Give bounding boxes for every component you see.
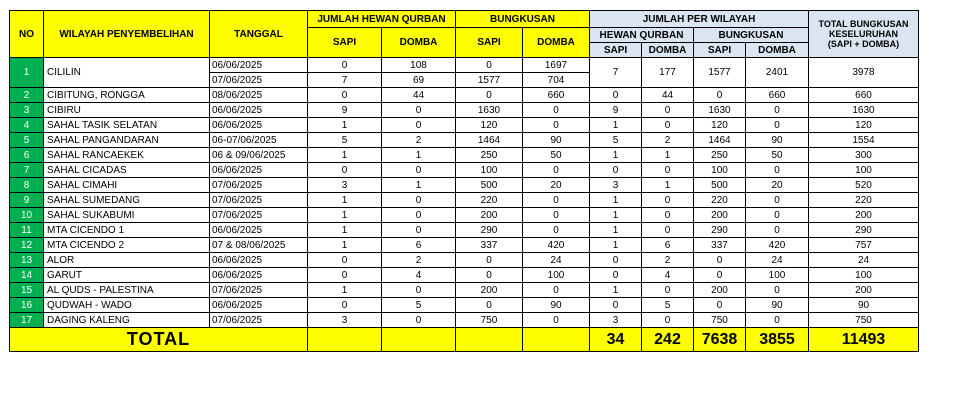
row-tanggal: 06/06/2025 xyxy=(210,103,308,118)
row-wb-sapi: 1577 xyxy=(694,58,746,88)
row-w-sapi: 1 xyxy=(590,223,642,238)
row-no: 13 xyxy=(10,253,44,268)
row-total: 757 xyxy=(809,238,919,253)
row-total: 90 xyxy=(809,298,919,313)
row-hewan-sapi: 1 xyxy=(308,238,382,253)
row-wb-domba: 0 xyxy=(746,223,809,238)
row-w-domba: 4 xyxy=(642,268,694,283)
row-hewan-sapi: 1 xyxy=(308,148,382,163)
row-no: 8 xyxy=(10,178,44,193)
row-no: 9 xyxy=(10,193,44,208)
row-total: 3978 xyxy=(809,58,919,88)
row-hewan-domba: 1 xyxy=(382,148,456,163)
row-wb-domba: 90 xyxy=(746,133,809,148)
row-w-sapi: 3 xyxy=(590,178,642,193)
header-w-sapi: SAPI xyxy=(590,43,642,58)
header-hewan-sapi: SAPI xyxy=(308,28,382,58)
row-hewan-sapi: 1 xyxy=(308,283,382,298)
row-w-domba: 1 xyxy=(642,148,694,163)
row-wilayah: SAHAL CIMAHI xyxy=(44,178,210,193)
row-hewan-domba: 0 xyxy=(382,103,456,118)
row-bungkus-sapi: 200 xyxy=(456,283,523,298)
row-hewan-domba: 69 xyxy=(382,73,456,88)
row-wb-sapi: 250 xyxy=(694,148,746,163)
row-total: 520 xyxy=(809,178,919,193)
row-bungkus-sapi: 100 xyxy=(456,163,523,178)
row-wb-sapi: 290 xyxy=(694,223,746,238)
row-bungkus-sapi: 220 xyxy=(456,193,523,208)
row-total: 1554 xyxy=(809,133,919,148)
row-bungkus-sapi: 120 xyxy=(456,118,523,133)
total-w-sapi: 34 xyxy=(590,328,642,352)
row-total: 290 xyxy=(809,223,919,238)
row-w-sapi: 0 xyxy=(590,88,642,103)
header-hewan-qurban: HEWAN QURBAN xyxy=(590,28,694,43)
row-tanggal: 07/06/2025 xyxy=(210,208,308,223)
header-bungkus-domba: DOMBA xyxy=(523,28,590,58)
row-wb-domba: 0 xyxy=(746,193,809,208)
header-hewan-domba: DOMBA xyxy=(382,28,456,58)
row-wb-sapi: 200 xyxy=(694,208,746,223)
total-label: TOTAL xyxy=(10,328,308,352)
row-w-sapi: 3 xyxy=(590,313,642,328)
row-bungkus-sapi: 0 xyxy=(456,88,523,103)
row-wb-domba: 660 xyxy=(746,88,809,103)
row-hewan-sapi: 1 xyxy=(308,223,382,238)
row-no: 4 xyxy=(10,118,44,133)
row-bungkus-sapi: 337 xyxy=(456,238,523,253)
total-empty-3 xyxy=(456,328,523,352)
total-empty-2 xyxy=(382,328,456,352)
row-wilayah: DAGING KALENG xyxy=(44,313,210,328)
row-bungkus-domba: 0 xyxy=(523,103,590,118)
row-hewan-domba: 2 xyxy=(382,133,456,148)
row-w-sapi: 1 xyxy=(590,148,642,163)
row-wilayah: CIBITUNG, RONGGA xyxy=(44,88,210,103)
row-bungkus-domba: 704 xyxy=(523,73,590,88)
row-wb-sapi: 200 xyxy=(694,283,746,298)
row-wb-sapi: 1464 xyxy=(694,133,746,148)
row-bungkus-domba: 50 xyxy=(523,148,590,163)
header-total-keseluruhan xyxy=(809,11,919,58)
row-no: 6 xyxy=(10,148,44,163)
row-hewan-domba: 1 xyxy=(382,178,456,193)
row-bungkus-sapi: 1577 xyxy=(456,73,523,88)
row-bungkus-sapi: 200 xyxy=(456,208,523,223)
total-wb-domba: 3855 xyxy=(746,328,809,352)
row-w-domba: 0 xyxy=(642,208,694,223)
row-hewan-domba: 5 xyxy=(382,298,456,313)
row-no: 3 xyxy=(10,103,44,118)
row-no: 11 xyxy=(10,223,44,238)
row-hewan-sapi: 0 xyxy=(308,163,382,178)
row-tanggal: 06 & 09/06/2025 xyxy=(210,148,308,163)
row-total: 100 xyxy=(809,163,919,178)
row-bungkus-domba: 0 xyxy=(523,313,590,328)
row-bungkus-sapi: 0 xyxy=(456,268,523,283)
table-row xyxy=(10,178,919,193)
header-jumlah-hewan: JUMLAH HEWAN QURBAN xyxy=(308,11,456,28)
row-tanggal: 06/06/2025 xyxy=(210,253,308,268)
row-bungkus-domba: 100 xyxy=(523,268,590,283)
row-total: 24 xyxy=(809,253,919,268)
row-total: 100 xyxy=(809,268,919,283)
header-tanggal: TANGGAL xyxy=(210,11,308,58)
row-wb-sapi: 0 xyxy=(694,253,746,268)
row-w-domba: 0 xyxy=(642,163,694,178)
row-no: 16 xyxy=(10,298,44,313)
row-w-sapi: 0 xyxy=(590,253,642,268)
table-row xyxy=(10,103,919,118)
header-total-line3: (SAPI + DOMBA) xyxy=(827,39,900,49)
row-wilayah: GARUT xyxy=(44,268,210,283)
header-wilayah: WILAYAH PENYEMBELIHAN xyxy=(44,11,210,58)
row-w-sapi: 7 xyxy=(590,58,642,88)
row-hewan-sapi: 0 xyxy=(308,58,382,73)
row-bungkus-domba: 0 xyxy=(523,118,590,133)
row-wilayah: MTA CICENDO 1 xyxy=(44,223,210,238)
total-grand: 11493 xyxy=(809,328,919,352)
row-wb-domba: 100 xyxy=(746,268,809,283)
header-wb-sapi: SAPI xyxy=(694,43,746,58)
table-row xyxy=(10,283,919,298)
row-wilayah: QUDWAH - WADO xyxy=(44,298,210,313)
header-bungkusan: BUNGKUSAN xyxy=(456,11,590,28)
row-wb-sapi: 1630 xyxy=(694,103,746,118)
row-wb-sapi: 337 xyxy=(694,238,746,253)
table-row xyxy=(10,238,919,253)
row-no: 17 xyxy=(10,313,44,328)
row-bungkus-domba: 0 xyxy=(523,193,590,208)
row-hewan-domba: 2 xyxy=(382,253,456,268)
row-tanggal: 07/06/2025 xyxy=(210,178,308,193)
row-w-sapi: 0 xyxy=(590,298,642,313)
row-w-sapi: 1 xyxy=(590,208,642,223)
table-row xyxy=(10,118,919,133)
row-bungkus-sapi: 500 xyxy=(456,178,523,193)
total-wb-sapi: 7638 xyxy=(694,328,746,352)
row-wb-domba: 420 xyxy=(746,238,809,253)
row-hewan-domba: 0 xyxy=(382,118,456,133)
row-wb-sapi: 120 xyxy=(694,118,746,133)
row-bungkus-domba: 24 xyxy=(523,253,590,268)
row-bungkus-sapi: 0 xyxy=(456,253,523,268)
row-wilayah: CILILIN xyxy=(44,58,210,88)
table-row xyxy=(10,298,919,313)
row-w-domba: 0 xyxy=(642,313,694,328)
row-hewan-sapi: 0 xyxy=(308,253,382,268)
row-hewan-sapi: 0 xyxy=(308,268,382,283)
row-tanggal: 06/06/2025 xyxy=(210,118,308,133)
row-bungkus-domba: 20 xyxy=(523,178,590,193)
row-hewan-sapi: 7 xyxy=(308,73,382,88)
row-tanggal: 06/06/2025 xyxy=(210,58,308,73)
row-w-domba: 0 xyxy=(642,103,694,118)
row-no: 5 xyxy=(10,133,44,148)
row-wb-domba: 90 xyxy=(746,298,809,313)
row-hewan-domba: 0 xyxy=(382,163,456,178)
row-bungkus-sapi: 1630 xyxy=(456,103,523,118)
row-w-domba: 6 xyxy=(642,238,694,253)
row-bungkus-domba: 90 xyxy=(523,133,590,148)
row-wb-domba: 0 xyxy=(746,283,809,298)
row-bungkus-domba: 90 xyxy=(523,298,590,313)
row-wb-domba: 0 xyxy=(746,313,809,328)
table-row xyxy=(10,253,919,268)
row-hewan-domba: 44 xyxy=(382,88,456,103)
total-empty-1 xyxy=(308,328,382,352)
row-w-sapi: 1 xyxy=(590,283,642,298)
table-row xyxy=(10,133,919,148)
table-row xyxy=(10,88,919,103)
row-w-domba: 0 xyxy=(642,223,694,238)
row-wb-domba: 50 xyxy=(746,148,809,163)
row-w-sapi: 9 xyxy=(590,103,642,118)
header-bungkus-sapi: SAPI xyxy=(456,28,523,58)
row-wilayah: SAHAL TASIK SELATAN xyxy=(44,118,210,133)
row-hewan-domba: 0 xyxy=(382,313,456,328)
row-w-domba: 0 xyxy=(642,193,694,208)
total-empty-4 xyxy=(523,328,590,352)
row-wilayah: SAHAL SUMEDANG xyxy=(44,193,210,208)
row-no: 1 xyxy=(10,58,44,88)
row-bungkus-sapi: 1464 xyxy=(456,133,523,148)
header-per-wilayah: JUMLAH PER WILAYAH xyxy=(590,11,809,28)
row-wilayah: AL QUDS - PALESTINA xyxy=(44,283,210,298)
row-wilayah: MTA CICENDO 2 xyxy=(44,238,210,253)
row-wb-domba: 0 xyxy=(746,103,809,118)
row-w-domba: 0 xyxy=(642,283,694,298)
total-row xyxy=(10,328,919,352)
row-bungkus-domba: 0 xyxy=(523,208,590,223)
row-w-domba: 2 xyxy=(642,253,694,268)
row-wb-domba: 24 xyxy=(746,253,809,268)
row-wb-sapi: 0 xyxy=(694,88,746,103)
row-w-domba: 0 xyxy=(642,118,694,133)
row-tanggal: 06/06/2025 xyxy=(210,163,308,178)
row-w-domba: 177 xyxy=(642,58,694,88)
row-wb-domba: 20 xyxy=(746,178,809,193)
row-tanggal: 06/06/2025 xyxy=(210,298,308,313)
row-bungkus-domba: 0 xyxy=(523,283,590,298)
table-row xyxy=(10,223,919,238)
row-wilayah: SAHAL CICADAS xyxy=(44,163,210,178)
row-total: 120 xyxy=(809,118,919,133)
header-wb-domba: DOMBA xyxy=(746,43,809,58)
table-row xyxy=(10,313,919,328)
row-no: 14 xyxy=(10,268,44,283)
row-hewan-sapi: 1 xyxy=(308,118,382,133)
row-wb-sapi: 750 xyxy=(694,313,746,328)
header-total-line1: TOTAL BUNGKUSAN xyxy=(818,19,909,29)
row-total: 200 xyxy=(809,208,919,223)
row-bungkus-domba: 1697 xyxy=(523,58,590,73)
row-wb-sapi: 100 xyxy=(694,163,746,178)
row-hewan-domba: 0 xyxy=(382,283,456,298)
table-row xyxy=(10,163,919,178)
row-bungkus-sapi: 290 xyxy=(456,223,523,238)
table-row xyxy=(10,208,919,223)
row-hewan-domba: 108 xyxy=(382,58,456,73)
row-wb-domba: 0 xyxy=(746,118,809,133)
row-wilayah: SAHAL RANCAEKEK xyxy=(44,148,210,163)
row-tanggal: 07/06/2025 xyxy=(210,313,308,328)
row-hewan-sapi: 5 xyxy=(308,133,382,148)
row-wb-domba: 0 xyxy=(746,208,809,223)
qurban-table xyxy=(9,10,919,352)
table-row xyxy=(10,58,919,73)
table-row xyxy=(10,148,919,163)
row-tanggal: 07/06/2025 xyxy=(210,193,308,208)
row-total: 220 xyxy=(809,193,919,208)
row-w-sapi: 0 xyxy=(590,268,642,283)
row-total: 200 xyxy=(809,283,919,298)
table-row xyxy=(10,268,919,283)
row-total: 660 xyxy=(809,88,919,103)
row-no: 7 xyxy=(10,163,44,178)
row-w-sapi: 0 xyxy=(590,163,642,178)
row-bungkus-domba: 0 xyxy=(523,163,590,178)
row-total: 300 xyxy=(809,148,919,163)
row-hewan-sapi: 1 xyxy=(308,193,382,208)
header-total-line2: KESELURUHAN xyxy=(828,29,898,39)
row-bungkus-domba: 0 xyxy=(523,223,590,238)
row-tanggal: 06/06/2025 xyxy=(210,223,308,238)
row-w-sapi: 1 xyxy=(590,238,642,253)
row-total: 1630 xyxy=(809,103,919,118)
header-bungkusan-wilayah: BUNGKUSAN xyxy=(694,28,809,43)
row-hewan-sapi: 0 xyxy=(308,298,382,313)
row-bungkus-sapi: 250 xyxy=(456,148,523,163)
row-hewan-sapi: 3 xyxy=(308,313,382,328)
row-hewan-sapi: 3 xyxy=(308,178,382,193)
row-w-domba: 2 xyxy=(642,133,694,148)
row-tanggal: 07 & 08/06/2025 xyxy=(210,238,308,253)
row-hewan-sapi: 0 xyxy=(308,88,382,103)
row-wb-sapi: 0 xyxy=(694,298,746,313)
row-hewan-domba: 4 xyxy=(382,268,456,283)
row-wb-sapi: 0 xyxy=(694,268,746,283)
row-no: 12 xyxy=(10,238,44,253)
row-hewan-domba: 0 xyxy=(382,193,456,208)
row-w-sapi: 1 xyxy=(590,193,642,208)
row-w-sapi: 5 xyxy=(590,133,642,148)
row-no: 10 xyxy=(10,208,44,223)
row-hewan-sapi: 1 xyxy=(308,208,382,223)
row-bungkus-domba: 420 xyxy=(523,238,590,253)
row-wb-sapi: 220 xyxy=(694,193,746,208)
row-tanggal: 06/06/2025 xyxy=(210,268,308,283)
row-wilayah: SAHAL SUKABUMI xyxy=(44,208,210,223)
row-wb-domba: 0 xyxy=(746,163,809,178)
row-w-sapi: 1 xyxy=(590,118,642,133)
row-tanggal: 07/06/2025 xyxy=(210,73,308,88)
row-hewan-sapi: 9 xyxy=(308,103,382,118)
row-bungkus-domba: 660 xyxy=(523,88,590,103)
row-tanggal: 08/06/2025 xyxy=(210,88,308,103)
total-w-domba: 242 xyxy=(642,328,694,352)
row-hewan-domba: 0 xyxy=(382,208,456,223)
header-no: NO xyxy=(10,11,44,58)
row-no: 2 xyxy=(10,88,44,103)
row-tanggal: 07/06/2025 xyxy=(210,283,308,298)
header-w-domba: DOMBA xyxy=(642,43,694,58)
row-tanggal: 06-07/06/2025 xyxy=(210,133,308,148)
row-wb-domba: 2401 xyxy=(746,58,809,88)
row-wilayah: ALOR xyxy=(44,253,210,268)
row-w-domba: 1 xyxy=(642,178,694,193)
row-w-domba: 5 xyxy=(642,298,694,313)
row-bungkus-sapi: 750 xyxy=(456,313,523,328)
row-wilayah: CIBIRU xyxy=(44,103,210,118)
table-row xyxy=(10,193,919,208)
row-no: 15 xyxy=(10,283,44,298)
row-wb-sapi: 500 xyxy=(694,178,746,193)
row-bungkus-sapi: 0 xyxy=(456,58,523,73)
row-total: 750 xyxy=(809,313,919,328)
row-wilayah: SAHAL PANGANDARAN xyxy=(44,133,210,148)
row-hewan-domba: 0 xyxy=(382,223,456,238)
row-hewan-domba: 6 xyxy=(382,238,456,253)
row-w-domba: 44 xyxy=(642,88,694,103)
row-bungkus-sapi: 0 xyxy=(456,298,523,313)
